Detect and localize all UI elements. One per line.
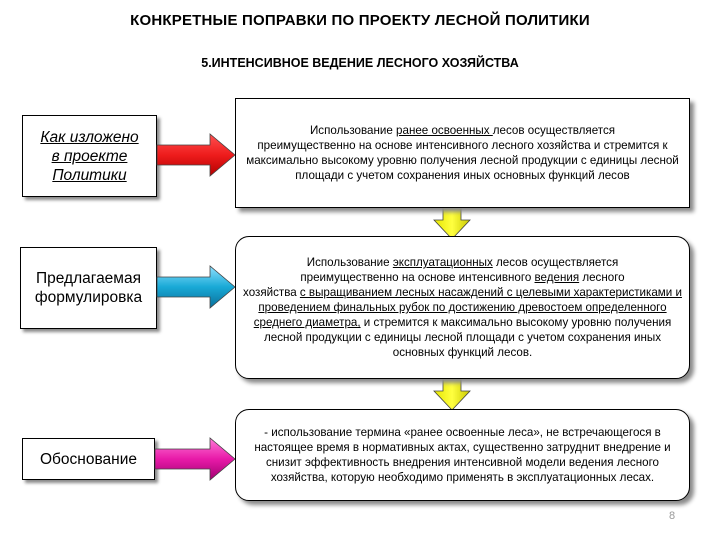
box2-p2-post: лесного [579, 271, 625, 284]
label-stated-line-1: Как изложено [40, 128, 139, 146]
label-proposed-line-2: формулировка [34, 289, 143, 306]
label-proposed-wording [20, 247, 157, 329]
label-stated-in-draft [22, 115, 157, 197]
box2-p3-pre: хозяйства [243, 286, 300, 299]
label-stated-line-3: Политики [52, 166, 127, 184]
label-proposed-line-1: Предлагаемая [36, 270, 141, 287]
slide-subtitle: 5.ИНТЕНСИВНОЕ ВЕДЕНИЕ ЛЕСНОГО ХОЗЯЙСТВА [201, 56, 519, 70]
page-number: 8 [669, 510, 676, 522]
box2-p2-pre: преимущественно на основе интенсивного [300, 271, 535, 284]
box2-p3-underlined: с выращиванием лесных насаждений с целевыми характеристиками и проведением финальных рубок по достижению древостоем определенного среднего диаметра, [253, 286, 682, 329]
red-right-arrow-icon [155, 130, 237, 180]
stated-text-box [235, 98, 690, 208]
box2-p3-post: и стремится к максимально высокому уровню получения лесной продукции с единицы лесной площади с учетом сохранения иных основных функций лесов. [264, 316, 672, 359]
yellow-down-arrow-icon [432, 206, 472, 240]
slide-title: КОНКРЕТНЫЕ ПОПРАВКИ ПО ПРОЕКТУ ЛЕСНОЙ ПОЛИТИКИ [130, 12, 590, 29]
box2-p1-post: лесов осуществляется [492, 256, 619, 269]
label-stated-line-2: в проекте [51, 147, 128, 165]
label-justification: Обоснование [22, 438, 155, 480]
box1-post: лесов осуществляется [492, 124, 616, 137]
box1-underlined: ранее освоенных [396, 124, 493, 137]
magenta-right-arrow-icon [153, 434, 237, 484]
box2-p1-underlined: эксплуатационных [392, 256, 493, 269]
box2-p2-underlined: ведения [534, 271, 580, 284]
box1-line-1 [242, 123, 683, 138]
cyan-right-arrow-icon [155, 262, 237, 312]
proposed-text-box [235, 236, 690, 379]
yellow-down-arrow-icon-2 [432, 377, 472, 411]
box3-text: - использование термина «ранее освоенные леса», не встречающегося в настоящее время в нормативных актах, существенно затруднит внедрение и снизит эффективность внедрения интенсивной модели ведения лесного хозяйства, которую необходимо применять в эксплуатационных лесах. [254, 426, 671, 484]
box2-p1-pre: Использование [306, 256, 393, 269]
box1-rest: преимущественно на основе интенсивного лесного хозяйства и стремится к максимально высокому уровню получения лесной продукции с единицы лесной площади с учетом сохранения иных основных функций лесов [246, 139, 679, 182]
justification-text-box [235, 409, 690, 501]
box1-pre: Использование [309, 124, 397, 137]
